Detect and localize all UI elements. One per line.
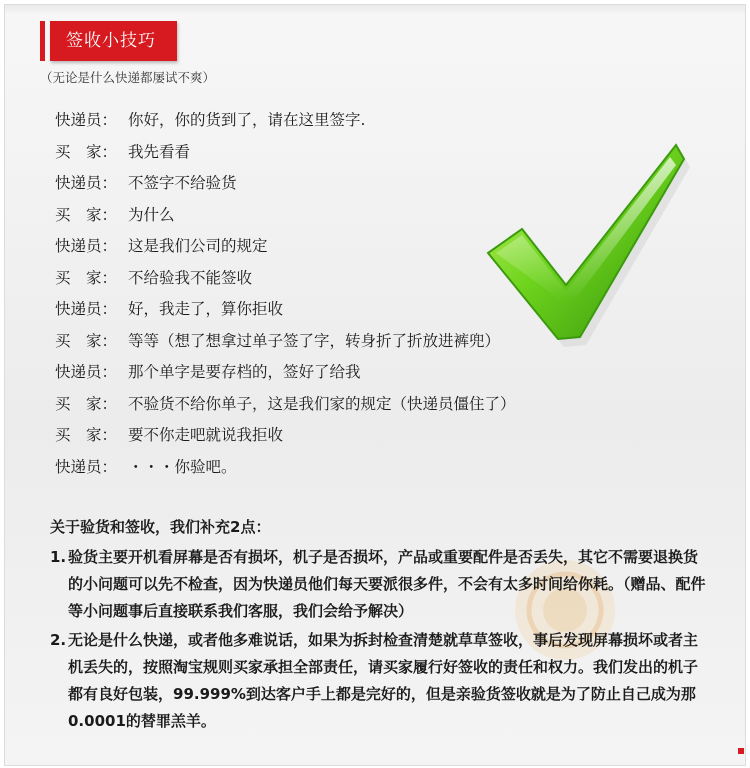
dialog-line (55, 140, 516, 172)
dialog-speaker: 快递员： (55, 457, 118, 476)
dialog-text: 那个单字是要存档的，签好了给我 (128, 363, 361, 381)
dialog-line (55, 203, 516, 235)
dialog-line (55, 329, 516, 361)
green-checkmark-icon (470, 125, 690, 350)
page-subtitle: （无论是什么快递都屡试不爽） (40, 70, 216, 85)
page-title: 签收小技巧 (66, 31, 156, 51)
dialog-text: 不给验我不能签收 (128, 268, 253, 287)
dialog-text: 你好，你的货到了，请在这里签字. (128, 111, 366, 129)
dialog-text: 好，我走了，算你拒收 (128, 300, 284, 318)
notes-intro: 关于验货和签收，我们补充2点： (50, 518, 271, 536)
dialog-line (55, 360, 516, 392)
dialog-text: 为什么 (128, 205, 175, 224)
dialog-text: 我先看看 (128, 142, 191, 161)
note-item (50, 627, 710, 735)
panel-top-edge (5, 5, 745, 15)
dialog-speaker: 快递员： (55, 363, 118, 381)
note-text: 验货主要开机看屏幕是否有损坏，机子是否损坏，产品或重要配件是否丢失，其它不需要退换货的小问题可以先不检查，因为快递员他们每天要派很多件，不会有太多时间给你耗。（赠品、配件等小问题事后直接联系我们客服，我们会给予解决） (68, 548, 706, 620)
dialog-line (55, 423, 516, 455)
note-number: 1. (50, 548, 67, 566)
dialog-text: ・・・你验吧。 (128, 457, 237, 476)
dialog-list (55, 108, 516, 486)
dialog-text: 这是我们公司的规定 (128, 237, 268, 255)
dialog-speaker: 买 家： (55, 331, 118, 350)
dialog-line (55, 297, 516, 329)
dialog-speaker: 买 家： (55, 142, 118, 161)
dialog-speaker: 快递员： (55, 237, 118, 255)
dialog-line (55, 266, 516, 298)
dialog-text: 不签字不给验货 (128, 174, 237, 192)
note-item (50, 544, 710, 625)
note-number: 2. (50, 631, 67, 649)
dialog-speaker: 快递员： (55, 300, 118, 318)
dialog-speaker: 快递员： (55, 111, 118, 129)
dialog-line (55, 234, 516, 266)
note-text: 无论是什么快递，或者他多难说话，如果为拆封检查清楚就草草签收，事后发现屏幕损坏或者主机丢失的，按照淘宝规则买家承担全部责任，请买家履行好签收的责任和权力。我们发出的机子都有良好包装，99.999%到达客户手上都是完好的，但是亲验货签收就是为了防止自己成为那0.0001的替罪羔羊。 (68, 631, 699, 730)
title-badge (50, 21, 177, 61)
dialog-text: 要不你走吧就说我拒收 (128, 426, 284, 444)
dialog-text: 不验货不给你单子，这是我们家的规定（快递员僵住了） (128, 394, 516, 413)
dialog-speaker: 买 家： (55, 205, 118, 224)
notes-section (50, 514, 710, 737)
title-accent-bar (40, 21, 45, 61)
dialog-speaker: 买 家： (55, 426, 118, 444)
dialog-line (55, 392, 516, 424)
dialog-speaker: 买 家： (55, 394, 118, 413)
dialog-speaker: 买 家： (55, 268, 118, 287)
dialog-text: 等等（想了想拿过单子签了字，转身折了折放进裤兜） (128, 331, 501, 350)
dialog-line (55, 108, 516, 140)
dialog-line (55, 455, 516, 487)
dialog-speaker: 快递员： (55, 174, 118, 192)
dialog-line (55, 171, 516, 203)
corner-marker (738, 748, 744, 754)
